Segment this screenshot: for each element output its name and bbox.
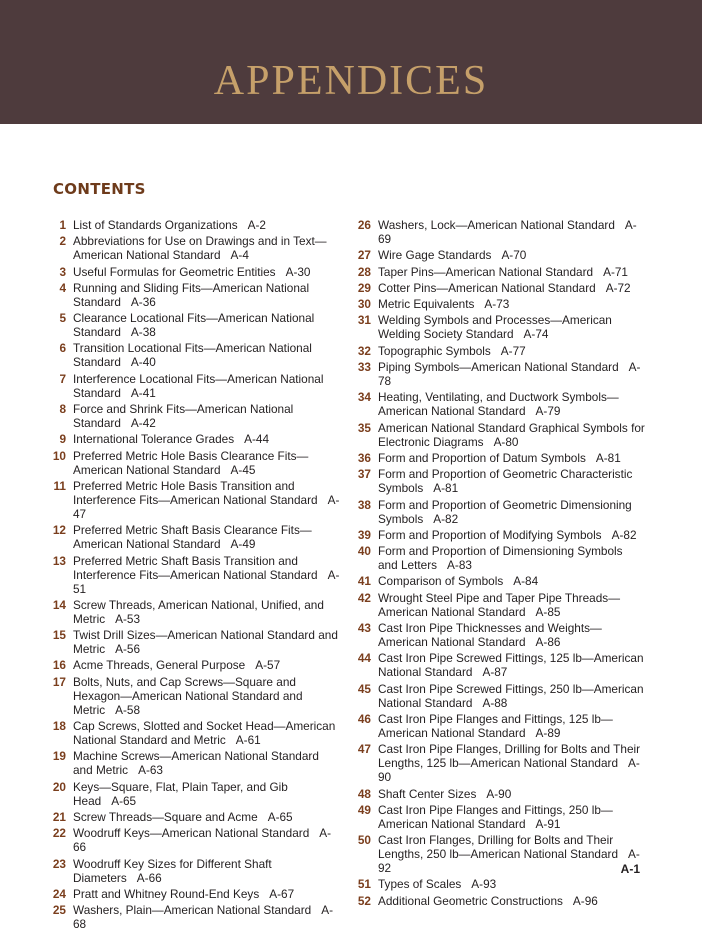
toc-column-right [345, 218, 645, 910]
toc-entry-title: Cast Iron Pipe Screwed Fittings, 250 lb—American National Standard [378, 681, 644, 710]
toc-entry-page: A-44 [244, 432, 270, 447]
toc-entry-title: Piping Symbols—American National Standard [378, 360, 619, 375]
toc-entry-page: A-69 [378, 218, 637, 246]
toc-entry-title: Keys—Square, Flat, Plain Taper, and Gib Head [73, 779, 288, 808]
toc-entry-page: A-84 [513, 574, 539, 589]
toc-entry[interactable] [345, 451, 645, 465]
toc-entry-page: A-58 [115, 702, 141, 717]
toc-entry-title: Preferred Metric Hole Basis Clearance Fits—American National Standard [73, 448, 309, 477]
toc-entry-title: International Tolerance Grades [73, 432, 235, 447]
toc-entry[interactable] [345, 467, 645, 495]
toc-entry[interactable] [40, 887, 340, 901]
toc-entry[interactable] [40, 598, 340, 626]
toc-entry-page: A-67 [269, 886, 295, 901]
toc-entry-title: Screw Threads—Square and Acme [73, 809, 258, 824]
toc-entry-page: A-68 [73, 903, 334, 932]
toc-entry-number: 2 [59, 234, 66, 249]
toc-entry-page: A-57 [255, 658, 281, 673]
toc-entry-number: 28 [357, 264, 371, 279]
toc-entry-number: 40 [357, 544, 371, 559]
toc-entry-title: Form and Proportion of Geometric Dimensioning Symbols [378, 497, 632, 526]
toc-entry-number: 39 [357, 527, 371, 542]
toc-entry-number: 50 [357, 833, 371, 848]
toc-entry-number: 21 [52, 809, 66, 824]
toc-entry-number: 14 [52, 597, 66, 612]
contents-heading: CONTENTS [53, 180, 146, 198]
toc-entry-number: 17 [52, 674, 66, 689]
toc-entry-title: Topographic Symbols [378, 343, 491, 358]
toc-entry-number: 6 [59, 341, 66, 356]
toc-entry-title: Cast Iron Pipe Flanges and Fittings, 250 lb—American National Standard [378, 802, 613, 831]
toc-entry[interactable] [345, 712, 645, 740]
toc-entry[interactable] [40, 658, 340, 672]
toc-entry[interactable] [345, 877, 645, 891]
toc-entry-number: 47 [357, 742, 371, 757]
toc-entry-page: A-65 [111, 793, 137, 808]
toc-entry-title: Preferred Metric Shaft Basis Clearance Fits—American National Standard [73, 523, 312, 552]
toc-entry[interactable] [345, 344, 645, 358]
toc-entry-page: A-89 [535, 725, 561, 740]
toc-entry-number: 51 [357, 877, 371, 892]
toc-entry-number: 22 [52, 826, 66, 841]
toc-entry-title: American National Standard Graphical Symbols for Electronic Diagrams [378, 420, 645, 449]
toc-entry-number: 38 [357, 497, 371, 512]
toc-entry-page: A-70 [501, 248, 527, 263]
toc-entry-page: A-87 [482, 665, 508, 680]
toc-entry-number: 35 [357, 420, 371, 435]
toc-entry[interactable] [345, 498, 645, 526]
toc-entry[interactable] [345, 651, 645, 679]
toc-entry[interactable] [345, 621, 645, 649]
toc-entry-page: A-72 [605, 280, 631, 295]
toc-entry-title: Form and Proportion of Datum Symbols [378, 450, 586, 465]
toc-entry-number: 23 [52, 856, 66, 871]
toc-entry[interactable] [345, 297, 645, 311]
toc-entry-title: Metric Equivalents [378, 297, 475, 312]
toc-entry-title: Shaft Center Sizes [378, 786, 477, 801]
toc-entry-page: A-86 [535, 635, 561, 650]
toc-entry-page: A-30 [285, 264, 311, 279]
toc-entry-page: A-66 [136, 870, 162, 885]
toc-entry-title: Types of Scales [378, 877, 462, 892]
toc-entry-title: Cotter Pins—American National Standard [378, 280, 596, 295]
toc-entry[interactable] [345, 894, 645, 908]
toc-entry-page: A-2 [247, 218, 266, 232]
toc-entry-number: 5 [59, 311, 66, 326]
toc-entry-number: 44 [357, 651, 371, 666]
toc-entry-title: Heating, Ventilating, and Ductwork Symbols—American National Standard [378, 390, 619, 419]
toc-entry-page: A-42 [130, 416, 156, 431]
toc-entry-number: 26 [357, 218, 371, 232]
toc-entry[interactable] [345, 390, 645, 418]
toc-entry[interactable] [40, 628, 340, 656]
toc-entry-page: A-81 [595, 450, 621, 465]
toc-entry-number: 10 [52, 448, 66, 463]
toc-entry-page: A-80 [493, 434, 519, 449]
toc-entry-page: A-91 [535, 816, 561, 831]
toc-entry-title: Woodruff Keys—American National Standard [73, 826, 310, 841]
toc-entry-title: Taper Pins—American National Standard [378, 264, 594, 279]
toc-entry-number: 37 [357, 467, 371, 482]
toc-entry-page: A-45 [230, 462, 256, 477]
toc-entry-number: 43 [357, 621, 371, 636]
toc-entry-number: 52 [357, 893, 371, 908]
toc-entry-number: 7 [59, 371, 66, 386]
toc-entry-number: 36 [357, 450, 371, 465]
toc-entry-number: 27 [357, 248, 371, 263]
toc-entry[interactable] [40, 311, 340, 339]
toc-entry[interactable] [40, 749, 340, 777]
toc-entry-title: Bolts, Nuts, and Cap Screws—Square and Hexagon—American National Standard and Metric [73, 674, 303, 717]
toc-entry[interactable] [40, 554, 340, 596]
toc-entry-number: 3 [59, 264, 66, 279]
toc-entry-number: 49 [357, 802, 371, 817]
toc-entry[interactable] [40, 372, 340, 400]
toc-entry-title: Twist Drill Sizes—American National Standard and Metric [73, 628, 338, 657]
toc-entry-number: 31 [357, 313, 371, 328]
toc-entry[interactable] [345, 574, 645, 588]
toc-entry-page: A-61 [235, 733, 261, 748]
toc-column-left [40, 218, 340, 933]
toc-entry[interactable] [40, 281, 340, 309]
toc-entry-title: Washers, Plain—American National Standard [73, 903, 312, 918]
toc-entry-title: Welding Symbols and Processes—American Welding Society Standard [378, 313, 612, 342]
toc-entry-title: Clearance Locational Fits—American National Standard [73, 311, 315, 340]
toc-entry-page: A-41 [130, 385, 156, 400]
toc-entry-page: A-79 [535, 404, 561, 419]
toc-entry-number: 45 [357, 681, 371, 696]
toc-entry-page: A-92 [378, 847, 640, 876]
toc-entry-number: 29 [357, 280, 371, 295]
toc-entry[interactable] [345, 360, 645, 388]
toc-entry-title: Useful Formulas for Geometric Entities [73, 264, 276, 279]
toc-entry-page: A-93 [471, 877, 497, 892]
toc-entry[interactable] [40, 675, 340, 717]
toc-entry[interactable] [40, 218, 340, 232]
toc-entry[interactable] [40, 857, 340, 885]
toc-entry-number: 25 [52, 903, 66, 918]
title-banner [0, 0, 702, 124]
toc-entry-page: A-40 [130, 355, 156, 370]
toc-entry-page: A-4 [230, 248, 249, 263]
toc-entry-number: 33 [357, 360, 371, 375]
toc-entry-number: 8 [59, 402, 66, 417]
toc-entry-page: A-65 [267, 809, 293, 824]
toc-entry[interactable] [40, 432, 340, 446]
toc-entry-title: Woodruff Key Sizes for Different Shaft Diameters [73, 856, 272, 885]
toc-entry-title: Cast Iron Pipe Flanges, Drilling for Bolts and Their Lengths, 125 lb—American National Standard [378, 742, 641, 771]
toc-entry-page: A-85 [535, 604, 561, 619]
toc-entry-page: A-74 [523, 327, 549, 342]
toc-entry-title: Transition Locational Fits—American National Standard [73, 341, 312, 370]
toc-entry-page: A-88 [482, 695, 508, 710]
toc-entry-page: A-81 [433, 481, 459, 496]
toc-entry[interactable] [345, 281, 645, 295]
toc-entry-page: A-73 [484, 297, 510, 312]
toc-entry[interactable] [345, 265, 645, 279]
toc-entry-page: A-71 [603, 264, 628, 279]
toc-entry-number: 42 [357, 590, 371, 605]
toc-entry-title: Wrought Steel Pipe and Taper Pipe Threads—American National Standard [378, 590, 620, 619]
toc-entry-number: 15 [52, 628, 66, 643]
toc-entry-title: Cast Iron Pipe Flanges and Fittings, 125 lb—American National Standard [378, 711, 613, 740]
toc-entry-page: A-96 [572, 893, 598, 908]
toc-entry[interactable] [345, 803, 645, 831]
toc-entry-number: 24 [52, 886, 66, 901]
toc-entry-title: Cast Iron Flanges, Drilling for Bolts and Their Lengths, 250 lb—American National Standard [378, 833, 619, 862]
toc-entry-title: Interference Locational Fits—American National Standard [73, 371, 324, 400]
toc-entry-title: Comparison of Symbols [378, 574, 504, 589]
toc-entry[interactable] [40, 810, 340, 824]
toc-entry-title: Additional Geometric Constructions [378, 893, 563, 908]
toc-entry-title: List of Standards Organizations [73, 218, 238, 232]
toc-entry-title: Abbreviations for Use on Drawings and in Text—American National Standard [73, 234, 327, 263]
toc-entry-number: 48 [357, 786, 371, 801]
toc-entry-page: A-82 [433, 511, 459, 526]
toc-entry-number: 41 [357, 574, 371, 589]
toc-entry-number: 19 [52, 749, 66, 764]
toc-entry[interactable] [40, 479, 340, 521]
toc-entry-page: A-82 [611, 527, 637, 542]
page-title: APPENDICES [213, 58, 489, 104]
toc-entry-number: 20 [52, 779, 66, 794]
toc-entry-number: 11 [53, 478, 66, 493]
toc-entry-title: Preferred Metric Hole Basis Transition and Interference Fits—American National Standard [73, 478, 318, 507]
toc-entry[interactable] [345, 544, 645, 572]
toc-entry-title: Form and Proportion of Geometric Characteristic Symbols [378, 467, 633, 496]
toc-entry-title: Machine Screws—American National Standard and Metric [73, 749, 319, 778]
toc-entry[interactable] [40, 903, 340, 931]
toc-entry-page: A-78 [378, 360, 641, 389]
toc-entry-number: 4 [59, 280, 66, 295]
toc-entry[interactable] [40, 341, 340, 369]
toc-entry[interactable] [40, 780, 340, 808]
toc-entry-title: Form and Proportion of Modifying Symbols [378, 527, 602, 542]
toc-entry[interactable] [345, 833, 645, 875]
toc-entry[interactable] [345, 682, 645, 710]
toc-entry[interactable] [40, 826, 340, 854]
toc-entry[interactable] [40, 234, 340, 262]
toc-entry[interactable] [40, 402, 340, 430]
toc-entry-page: A-49 [230, 537, 256, 552]
toc-entry-title: Cast Iron Pipe Thicknesses and Weights—American National Standard [378, 621, 602, 650]
toc-entry-page: A-51 [73, 567, 340, 596]
toc-entry-number: 32 [357, 343, 371, 358]
toc-entry-title: Cap Screws, Slotted and Socket Head—American National Standard and Metric [73, 719, 336, 748]
toc-entry-page: A-53 [115, 611, 141, 626]
toc-entry-number: 46 [357, 711, 371, 726]
toc-entry-number: 9 [59, 432, 66, 447]
toc-entry-title: Screw Threads, American National, Unified, and Metric [73, 597, 324, 626]
toc-entry-title: Preferred Metric Shaft Basis Transition and Interference Fits—American National Standard [73, 553, 318, 582]
toc-entry-page: A-36 [130, 294, 156, 309]
toc-entry[interactable] [40, 719, 340, 747]
toc-entry-title: Acme Threads, General Purpose [73, 658, 246, 673]
toc-entry-page: A-66 [73, 826, 332, 855]
toc-entry-number: 34 [357, 390, 371, 405]
toc-entry-page: A-90 [378, 756, 640, 785]
toc-entry[interactable] [345, 528, 645, 542]
toc-entry-page: A-38 [130, 325, 156, 340]
toc-entry[interactable] [345, 248, 645, 262]
toc-entry[interactable] [40, 265, 340, 279]
toc-entry[interactable] [345, 591, 645, 619]
toc-entry-title: Pratt and Whitney Round-End Keys [73, 886, 260, 901]
toc-entry-number: 1 [59, 218, 66, 232]
toc-entry-number: 13 [52, 553, 66, 568]
toc-entry-number: 30 [357, 297, 371, 312]
toc-entry[interactable] [345, 313, 645, 341]
toc-entry[interactable] [345, 787, 645, 801]
toc-entry-title: Form and Proportion of Dimensioning Symbols and Letters [378, 544, 623, 573]
toc-entry-number: 16 [52, 658, 66, 673]
toc-entry-title: Running and Sliding Fits—American National Standard [73, 280, 310, 309]
toc-entry[interactable] [40, 523, 340, 551]
toc-entry-page: A-77 [500, 343, 526, 358]
toc-entry-page: A-63 [138, 763, 163, 778]
toc-entry[interactable] [345, 421, 645, 449]
toc-entry-page: A-56 [115, 642, 141, 657]
toc-entry-title: Cast Iron Pipe Screwed Fittings, 125 lb—American National Standard [378, 651, 644, 680]
toc-entry[interactable] [345, 742, 645, 784]
toc-entry-title: Washers, Lock—American National Standard [378, 218, 615, 232]
toc-entry-page: A-47 [73, 492, 340, 521]
toc-entry-title: Wire Gage Standards [378, 248, 492, 263]
toc-entry[interactable] [345, 218, 645, 246]
toc-entry-page: A-83 [447, 558, 472, 573]
toc-entry-page: A-90 [486, 786, 512, 801]
toc-entry-number: 12 [52, 523, 66, 538]
toc-entry[interactable] [40, 449, 340, 477]
toc-entry-number: 18 [52, 719, 66, 734]
toc-entry-title: Force and Shrink Fits—American National Standard [73, 402, 294, 431]
page-number: A-1 [620, 862, 640, 876]
